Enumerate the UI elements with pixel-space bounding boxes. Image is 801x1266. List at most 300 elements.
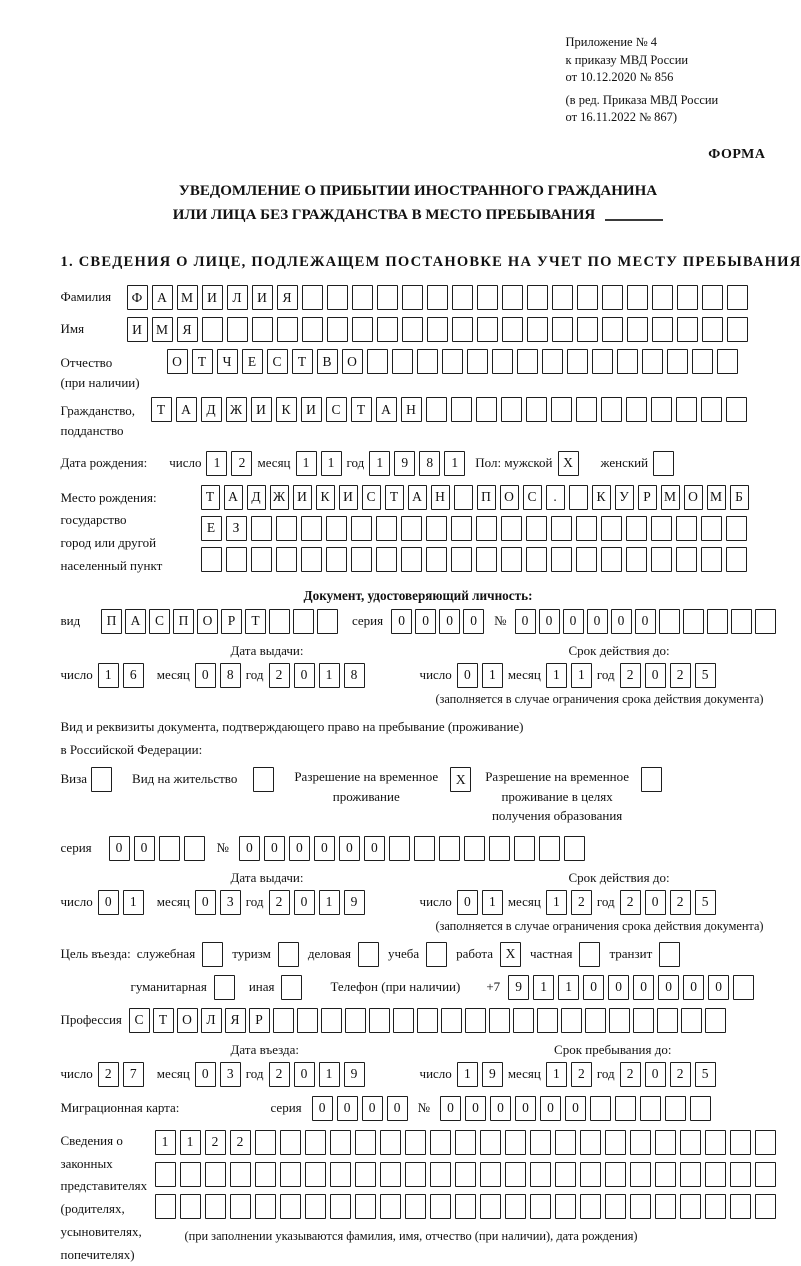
form-cell [202, 317, 223, 342]
citizenship-label-line1: Гражданство, [60, 403, 136, 419]
form-cell [455, 1194, 476, 1219]
form-cell [269, 609, 290, 634]
residence-issue-day-cells [98, 890, 144, 915]
form-cell [426, 547, 447, 572]
form-cell [755, 609, 776, 634]
profession-cells [129, 1008, 726, 1033]
form-cell [576, 516, 597, 541]
identity-issue-year-cells [269, 663, 365, 688]
form-cell: 2 [670, 1062, 691, 1087]
form-cell [302, 317, 323, 342]
form-cell [476, 547, 497, 572]
opt-label: транзит [609, 946, 653, 962]
form-cell: 0 [515, 609, 536, 634]
form-cell [655, 1130, 676, 1155]
year-label: год [596, 667, 615, 683]
form-cell: Р [249, 1008, 270, 1033]
form-cell [564, 836, 585, 861]
residence-series-cells [109, 836, 205, 861]
form-cell [351, 547, 372, 572]
form-cell [676, 547, 697, 572]
purpose-opt-private [530, 942, 600, 967]
birth-place-row [61, 485, 776, 578]
form-cell: 0 [391, 609, 412, 634]
form-cell [205, 1194, 226, 1219]
form-cell [441, 1008, 462, 1033]
form-cell: Я [225, 1008, 246, 1033]
form-cell: 2 [620, 663, 641, 688]
sex-male-checkbox [558, 451, 579, 476]
form-cell: 0 [294, 1062, 315, 1087]
form-cell [630, 1130, 651, 1155]
header-block [61, 34, 776, 163]
identity-doc-date-heads [61, 643, 776, 659]
form-cell: У [615, 485, 634, 510]
form-cell: 0 [515, 1096, 536, 1121]
residence-doc-dates-row [61, 890, 776, 915]
form-cell: 0 [415, 609, 436, 634]
form-cell [555, 1162, 576, 1187]
form-label: ФОРМА [708, 146, 766, 162]
identity-valid-year-cells [620, 663, 716, 688]
form-cell: 0 [490, 1096, 511, 1121]
form-cell: 0 [439, 609, 460, 634]
form-cell: 0 [683, 975, 704, 1000]
annex-line: к приказу МВД России [565, 52, 689, 67]
birth-date-group [61, 451, 466, 476]
form-cell: 0 [134, 836, 155, 861]
representatives-label-line: (родителях, [60, 1201, 125, 1217]
form-cell [702, 317, 723, 342]
sex-female-label: женский [600, 455, 649, 471]
identity-valid-day-cells [457, 663, 503, 688]
form-cell: 1 [180, 1130, 201, 1155]
form-cell: 9 [344, 890, 365, 915]
form-cell [480, 1130, 501, 1155]
form-cell: С [129, 1008, 150, 1033]
month-label: месяц [507, 1066, 541, 1082]
form-cell [317, 609, 338, 634]
purpose-opt-transit [609, 942, 680, 967]
day-label: число [60, 667, 93, 683]
form-cell [451, 397, 472, 422]
form-cell: Т [151, 397, 172, 422]
sex-male-label: Пол: мужской [475, 455, 553, 471]
form-cell: С [326, 397, 347, 422]
purpose-opt-study [388, 942, 447, 967]
form-cell [305, 1194, 326, 1219]
form-cell [555, 1194, 576, 1219]
form-cell [305, 1162, 326, 1187]
form-cell [427, 317, 448, 342]
form-cell: 0 [540, 1096, 561, 1121]
form-cell [442, 349, 463, 374]
surname-label: Фамилия [60, 289, 112, 304]
form-cell [417, 349, 438, 374]
form-page [1, 0, 801, 1262]
form-title-line1: УВЕДОМЛЕНИЕ О ПРИБЫТИИ ИНОСТРАННОГО ГРАЖДАНИНА [178, 182, 658, 199]
purpose-opt-business [308, 942, 379, 967]
form-cell [251, 547, 272, 572]
representatives-cells-row1 [155, 1130, 776, 1155]
form-cell [537, 1008, 558, 1033]
form-cell: 2 [269, 890, 290, 915]
birth-place-cells-block [201, 485, 749, 572]
identity-doc-note: (заполняется в случае ограничения срока действия документа) [435, 691, 764, 706]
identity-doc-type-cells [101, 609, 338, 634]
form-cell [551, 516, 572, 541]
annex-line: от 10.12.2020 № 856 [565, 70, 674, 84]
birth-date-label: Дата рождения: [60, 455, 148, 471]
form-cell [430, 1130, 451, 1155]
form-cell [302, 285, 323, 310]
form-cell: X [450, 767, 471, 792]
form-cell [701, 516, 722, 541]
form-cell [680, 1194, 701, 1219]
migration-card-row [61, 1096, 776, 1121]
form-cell [401, 516, 422, 541]
form-cell: П [173, 609, 194, 634]
form-cell: 5 [695, 663, 716, 688]
form-cell [464, 836, 485, 861]
form-cell [326, 516, 347, 541]
temp-permit-checkbox [450, 767, 471, 792]
form-cell: 0 [109, 836, 130, 861]
identity-doc-series-label: серия [351, 613, 384, 629]
form-cell: О [684, 485, 703, 510]
opt-checkbox [500, 942, 521, 967]
birth-date-row [61, 451, 776, 476]
patronymic-cells [167, 349, 738, 374]
form-cell [651, 547, 672, 572]
form-cell [642, 349, 663, 374]
form-cell: 0 [314, 836, 335, 861]
opt-label: учеба [387, 946, 420, 962]
form-cell [155, 1194, 176, 1219]
form-cell [627, 285, 648, 310]
birth-year-cells [369, 451, 465, 476]
patronymic-row [61, 349, 776, 393]
form-cell [626, 547, 647, 572]
identity-issue-month-cells [195, 663, 241, 688]
form-cell: 2 [269, 1062, 290, 1087]
form-cell [252, 317, 273, 342]
form-cell [707, 609, 728, 634]
form-cell [659, 609, 680, 634]
form-cell: Р [638, 485, 657, 510]
form-cell [690, 1096, 711, 1121]
purpose-opt-work [456, 942, 521, 967]
form-cell [626, 397, 647, 422]
form-cell [526, 516, 547, 541]
form-cell: 2 [620, 1062, 641, 1087]
month-label: месяц [507, 894, 541, 910]
form-cell [667, 349, 688, 374]
annex-note-line: (в ред. Приказа МВД России [565, 92, 719, 107]
until-year-cells [620, 1062, 716, 1087]
migration-number-label: № [417, 1100, 431, 1116]
form-cell: 8 [419, 451, 440, 476]
birth-place-cells-row1 [201, 485, 749, 510]
form-cell: 1 [558, 975, 579, 1000]
form-cell [555, 1130, 576, 1155]
form-cell [280, 1162, 301, 1187]
entry-month-cells [195, 1062, 241, 1087]
form-cell: Д [247, 485, 266, 510]
form-cell: О [500, 485, 519, 510]
form-cell [155, 1162, 176, 1187]
form-cell [455, 1130, 476, 1155]
identity-doc-heading: Документ, удостоверяющий личность: [303, 587, 533, 603]
day-label: число [419, 894, 452, 910]
form-cell: Ж [226, 397, 247, 422]
form-cell [280, 1194, 301, 1219]
form-cell [705, 1008, 726, 1033]
edu-permit-checkbox [641, 767, 662, 792]
form-cell [393, 1008, 414, 1033]
form-cell: И [301, 397, 322, 422]
form-cell [417, 1008, 438, 1033]
form-cell [380, 1162, 401, 1187]
form-cell: И [339, 485, 358, 510]
form-cell [502, 285, 523, 310]
birth-place-label-line2: государство [60, 512, 127, 528]
form-cell: 1 [319, 663, 340, 688]
residence-number-label: № [216, 840, 229, 856]
form-cell: 1 [457, 1062, 478, 1087]
edu-permit-label-line3: получения образования [491, 808, 623, 824]
form-cell: Т [245, 609, 266, 634]
form-cell [627, 317, 648, 342]
form-cell: 1 [482, 890, 503, 915]
form-cell [526, 547, 547, 572]
form-cell: Ч [217, 349, 238, 374]
representatives-note: (при заполнении указываются фамилия, имя, отчество (при наличии), дата рождения) [184, 1228, 638, 1243]
form-cell [652, 285, 673, 310]
form-cell [530, 1162, 551, 1187]
residence-doc-intro-line1: Вид и реквизиты документа, подтверждающего право на пребывание (проживание) [60, 718, 524, 734]
form-cell: 0 [635, 609, 656, 634]
form-cell: А [125, 609, 146, 634]
form-cell: X [558, 451, 579, 476]
form-cell: З [226, 516, 247, 541]
form-cell [427, 285, 448, 310]
form-cell: И [127, 317, 148, 342]
form-cell: 0 [611, 609, 632, 634]
entry-date-label: Дата въезда: [230, 1041, 300, 1057]
form-cell: Т [351, 397, 372, 422]
form-cell [452, 317, 473, 342]
form-cell: 1 [206, 451, 227, 476]
form-cell [330, 1130, 351, 1155]
form-cell [376, 547, 397, 572]
form-cell [426, 942, 447, 967]
opt-label: деловая [307, 946, 351, 962]
residence-issue-month-cells [195, 890, 241, 915]
form-cell [577, 285, 598, 310]
form-cell [701, 397, 722, 422]
form-cell [730, 1130, 751, 1155]
form-cell: 2 [670, 663, 691, 688]
form-cell: А [152, 285, 173, 310]
form-cell [278, 942, 299, 967]
form-cell [680, 1162, 701, 1187]
section1-heading: 1. СВЕДЕНИЯ О ЛИЦЕ, ПОДЛЕЖАЩЕМ ПОСТАНОВКЕ НА УЧЕТ ПО МЕСТУ ПРЕБЫВАНИЯ [60, 254, 801, 270]
form-cell: 2 [620, 890, 641, 915]
birth-place-label-line1: Место рождения: [60, 489, 157, 505]
form-cell [489, 836, 510, 861]
form-cell [476, 397, 497, 422]
form-cell [253, 767, 274, 792]
form-cell: И [293, 485, 312, 510]
form-cell [414, 836, 435, 861]
form-cell [180, 1194, 201, 1219]
form-cell: С [523, 485, 542, 510]
form-cell [377, 285, 398, 310]
form-cell [480, 1194, 501, 1219]
form-cell [705, 1130, 726, 1155]
form-cell [202, 942, 223, 967]
form-cell [501, 397, 522, 422]
residence-valid-label: Срок действия до: [568, 869, 670, 885]
form-cell: П [101, 609, 122, 634]
form-cell [352, 285, 373, 310]
form-cell: 0 [587, 609, 608, 634]
form-cell: 0 [539, 609, 560, 634]
form-cell: 1 [155, 1130, 176, 1155]
form-cell [91, 767, 112, 792]
edu-permit-label-line2: проживание в целях [501, 788, 613, 804]
form-cell [505, 1130, 526, 1155]
form-cell [430, 1194, 451, 1219]
entry-date-group [61, 1062, 365, 1087]
year-label: год [245, 1066, 264, 1082]
form-cell: 0 [583, 975, 604, 1000]
form-cell [640, 1096, 661, 1121]
form-cell [705, 1162, 726, 1187]
form-cell [369, 1008, 390, 1033]
migration-series-cells [312, 1096, 408, 1121]
form-cell [539, 836, 560, 861]
form-cell [601, 397, 622, 422]
opt-label: частная [529, 946, 573, 962]
purpose-row2 [131, 975, 776, 1000]
temp-permit-label-line1: Разрешение на временное [294, 769, 439, 785]
form-cell: 0 [195, 890, 216, 915]
form-cell: 0 [362, 1096, 383, 1121]
representatives-label-line: законных [60, 1155, 113, 1171]
residence-valid-year-cells [620, 890, 716, 915]
month-label: месяц [156, 1066, 190, 1082]
form-cell [727, 317, 748, 342]
birth-place-label [61, 485, 201, 578]
form-cell: 0 [658, 975, 679, 1000]
form-cell [730, 1194, 751, 1219]
form-cell [426, 516, 447, 541]
residence-doc-date-heads [61, 870, 776, 886]
form-cell: 2 [230, 1130, 251, 1155]
form-cell [601, 547, 622, 572]
form-cell [389, 836, 410, 861]
form-cell [730, 1162, 751, 1187]
annex-revision-note [566, 92, 766, 127]
form-cell: М [152, 317, 173, 342]
form-cell [281, 975, 302, 1000]
form-cell [659, 942, 680, 967]
form-cell [677, 317, 698, 342]
opt-label: гуманитарная [130, 979, 207, 995]
identity-doc-valid-label: Срок действия до: [568, 642, 670, 658]
form-cell [755, 1130, 776, 1155]
form-cell: 1 [533, 975, 554, 1000]
form-cell: И [252, 285, 273, 310]
form-cell: Е [242, 349, 263, 374]
form-cell [405, 1194, 426, 1219]
form-cell: 5 [695, 1062, 716, 1087]
form-cell [477, 285, 498, 310]
form-cell [293, 609, 314, 634]
form-cell: Д [201, 397, 222, 422]
opt-label: служебная [136, 946, 196, 962]
form-cell [579, 942, 600, 967]
year-label: год [596, 1066, 615, 1082]
birth-place-cells-row3 [201, 547, 749, 572]
form-cell: 6 [123, 663, 144, 688]
representatives-label-line: попечителях) [60, 1246, 135, 1262]
form-cell [405, 1162, 426, 1187]
form-cell: М [707, 485, 726, 510]
form-cell: 0 [645, 890, 666, 915]
form-cell [358, 942, 379, 967]
form-cell: Е [201, 516, 222, 541]
form-cell [692, 349, 713, 374]
form-cell: 0 [195, 663, 216, 688]
opt-label: туризм [232, 946, 271, 962]
form-cell: Л [227, 285, 248, 310]
form-cell [676, 516, 697, 541]
form-cell: 0 [563, 609, 584, 634]
form-cell [726, 547, 747, 572]
form-cell [402, 317, 423, 342]
form-cell [551, 397, 572, 422]
form-cell [505, 1162, 526, 1187]
form-cell [401, 547, 422, 572]
form-cell [277, 317, 298, 342]
form-cell [467, 349, 488, 374]
year-label: год [596, 894, 615, 910]
form-cell: Н [401, 397, 422, 422]
form-cell [580, 1194, 601, 1219]
form-cell: 3 [220, 890, 241, 915]
form-cell: С [362, 485, 381, 510]
year-label: год [346, 455, 365, 471]
form-cell: 0 [708, 975, 729, 1000]
representatives-label-line: представителях [60, 1178, 148, 1194]
form-cell [717, 349, 738, 374]
form-cell: Т [385, 485, 404, 510]
form-cell: Р [221, 609, 242, 634]
form-cell [542, 349, 563, 374]
opt-checkbox [579, 942, 600, 967]
form-cell [580, 1130, 601, 1155]
residence-permit-checkbox [253, 767, 274, 792]
form-cell: И [202, 285, 223, 310]
form-cell [492, 349, 513, 374]
form-cell [651, 397, 672, 422]
form-cell [605, 1130, 626, 1155]
representatives-label-line: Сведения о [60, 1132, 123, 1148]
form-cell: Я [277, 285, 298, 310]
